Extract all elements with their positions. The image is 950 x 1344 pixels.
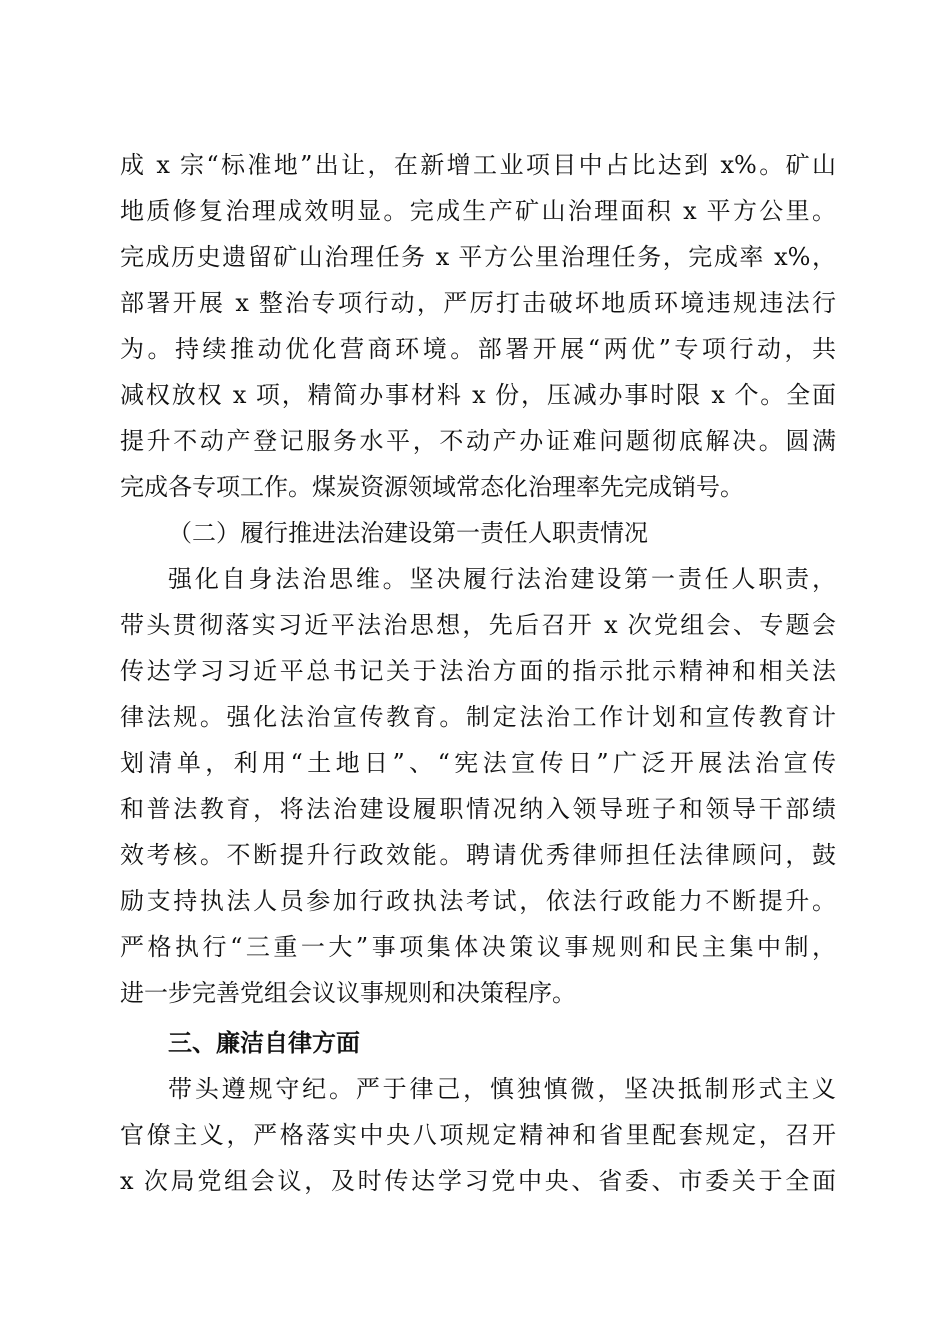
text-line: 提升不动产登记服务水平，不动产办证难问题彻底解决。圆满 bbox=[120, 427, 836, 455]
text-line: 完成各专项工作。煤炭资源领域常态化治理率先完成销号。 bbox=[120, 473, 744, 501]
text-line: 传达学习习近平总书记关于法治方面的指示批示精神和相关法 bbox=[120, 657, 836, 685]
text-line: 带头贯彻落实习近平法治思想，先后召开 x 次党组会、专题会 bbox=[120, 611, 836, 639]
section-heading: 三、廉洁自律方面 bbox=[168, 1029, 360, 1057]
text-line: 进一步完善党组会议议事规则和决策程序。 bbox=[120, 979, 576, 1007]
text-line: 划清单，利用“土地日”、“宪法宣传日”广泛开展法治宣传 bbox=[120, 749, 836, 777]
text-line: 律法规。强化法治宣传教育。制定法治工作计划和宣传教育计 bbox=[120, 703, 836, 731]
text-line: 部署开展 x 整治专项行动，严厉打击破坏地质环境违规违法行 bbox=[120, 289, 836, 317]
text-line: 强化自身法治思维。坚决履行法治建设第一责任人职责， bbox=[168, 565, 836, 593]
text-line: 地质修复治理成效明显。完成生产矿山治理面积 x 平方公里。 bbox=[120, 197, 836, 225]
text-line: 严格执行“三重一大”事项集体决策议事规则和民主集中制， bbox=[120, 933, 836, 961]
text-line: 带头遵规守纪。严于律己，慎独慎微，坚决抵制形式主义 bbox=[168, 1075, 836, 1103]
paragraph-2 bbox=[120, 556, 836, 1016]
text-line: 官僚主义，严格落实中央八项规定精神和省里配套规定，召开 bbox=[120, 1121, 836, 1149]
text-line: 效考核。不断提升行政效能。聘请优秀律师担任法律顾问，鼓 bbox=[120, 841, 836, 869]
text-line: 为。持续推动优化营商环境。部署开展“两优”专项行动，共 bbox=[120, 335, 836, 363]
text-line: 成 x 宗“标准地”出让，在新增工业项目中占比达到 x%。矿山 bbox=[120, 151, 836, 179]
paragraph-3 bbox=[120, 1066, 836, 1204]
paragraph-1 bbox=[120, 142, 836, 510]
text-line: 励支持执法人员参加行政执法考试，依法行政能力不断提升。 bbox=[120, 887, 836, 915]
text-line: 完成历史遗留矿山治理任务 x 平方公里治理任务，完成率 x%， bbox=[120, 243, 836, 271]
text-line: 和普法教育，将法治建设履职情况纳入领导班子和领导干部绩 bbox=[120, 795, 836, 823]
section-subheading: （二）履行推进法治建设第一责任人职责情况 bbox=[168, 519, 648, 547]
text-line: 减权放权 x 项，精简办事材料 x 份，压减办事时限 x 个。全面 bbox=[120, 381, 836, 409]
text-line: x 次局党组会议，及时传达学习党中央、省委、市委关于全面 bbox=[120, 1167, 836, 1195]
document-body bbox=[120, 142, 836, 1204]
